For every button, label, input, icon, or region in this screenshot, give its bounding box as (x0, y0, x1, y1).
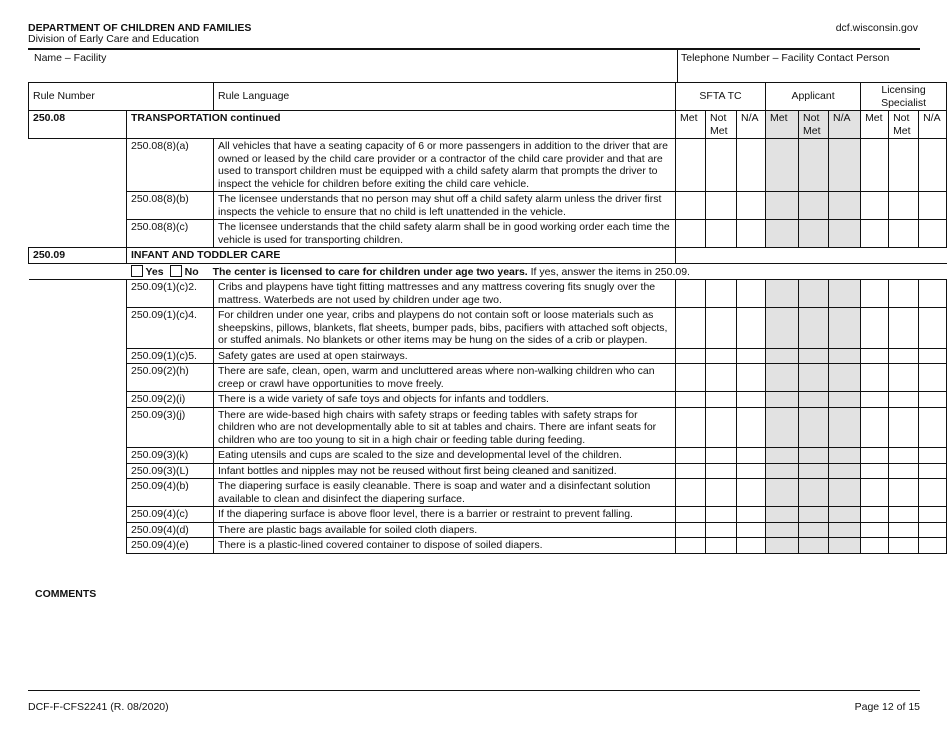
sfta-met-cell[interactable] (676, 280, 706, 308)
applicant-na-cell[interactable] (829, 308, 861, 349)
specialist-na-cell[interactable] (919, 220, 947, 248)
specialist-na-cell[interactable] (919, 308, 947, 349)
rule-row (29, 407, 947, 448)
sfta-na-cell[interactable] (737, 192, 766, 220)
sfta-met-cell[interactable] (676, 507, 706, 523)
specialist-met-cell[interactable] (861, 280, 889, 308)
specialist-not-met-cell[interactable] (889, 308, 919, 349)
specialist-na-cell[interactable] (919, 280, 947, 308)
applicant-not-met-cell[interactable] (799, 538, 829, 554)
sfta-na-cell[interactable] (737, 220, 766, 248)
rule-text: Cribs and playpens have tight fitting mattresses and any mattress covering fits snugly over the mattress. Waterbeds are not used by children under age two. (214, 280, 676, 308)
applicant-na-cell[interactable] (829, 463, 861, 479)
applicant-na-cell[interactable] (829, 348, 861, 364)
sfta-na-cell[interactable] (737, 348, 766, 364)
rule-row (29, 280, 947, 308)
applicant-not-met-cell[interactable] (799, 348, 829, 364)
rule-code: 250.09(1)(c)5. (127, 348, 214, 364)
not-met-header: Not Met (706, 111, 737, 139)
checklist-table (28, 82, 947, 554)
sfta-met-cell[interactable] (676, 392, 706, 408)
specialist-not-met-cell[interactable] (889, 407, 919, 448)
applicant-na-cell[interactable] (829, 364, 861, 392)
no-checkbox[interactable] (170, 265, 182, 277)
rule-code: 250.09(4)(b) (127, 479, 214, 507)
specialist-not-met-cell[interactable] (889, 220, 919, 248)
specialist-met-cell[interactable] (861, 139, 889, 192)
rule-row (29, 392, 947, 408)
rule-language-header: Rule Language (214, 83, 676, 111)
applicant-met-cell[interactable] (766, 522, 799, 538)
specialist-met-cell[interactable] (861, 220, 889, 248)
applicant-na-cell[interactable] (829, 522, 861, 538)
telephone-contact-field[interactable] (677, 50, 920, 82)
specialist-met-cell[interactable] (861, 463, 889, 479)
sfta-na-cell[interactable] (737, 479, 766, 507)
sfta-not-met-cell[interactable] (706, 220, 737, 248)
specialist-met-cell[interactable] (861, 392, 889, 408)
telephone-contact-label: Telephone Number – Facility Contact Person (681, 52, 890, 64)
applicant-not-met-cell[interactable] (799, 280, 829, 308)
applicant-met-cell[interactable] (766, 139, 799, 192)
rule-text: The licensee understands that the child safety alarm shall be in good working order each time the vehicle is used for transporting children. (214, 220, 676, 248)
sfta-met-cell[interactable] (676, 348, 706, 364)
rule-number-blank (29, 348, 127, 364)
sfta-not-met-cell[interactable] (706, 139, 737, 192)
applicant-met-cell[interactable] (766, 463, 799, 479)
rule-number-blank (29, 522, 127, 538)
applicant-met-cell[interactable] (766, 280, 799, 308)
sfta-na-cell[interactable] (737, 448, 766, 464)
sfta-na-cell[interactable] (737, 308, 766, 349)
applicant-na-cell[interactable] (829, 220, 861, 248)
rule-row (29, 538, 947, 554)
applicant-met-cell[interactable] (766, 220, 799, 248)
specialist-na-cell[interactable] (919, 407, 947, 448)
rule-row (29, 220, 947, 248)
applicant-not-met-cell[interactable] (799, 192, 829, 220)
specialist-not-met-cell[interactable] (889, 280, 919, 308)
rule-number-blank (29, 192, 127, 220)
specialist-na-cell[interactable] (919, 538, 947, 554)
specialist-met-cell[interactable] (861, 364, 889, 392)
column-group-applicant: Applicant (766, 83, 861, 111)
rule-text: Infant bottles and nipples may not be reused without first being cleaned and sanitized. (214, 463, 676, 479)
specialist-not-met-cell[interactable] (889, 507, 919, 523)
rule-code: 250.09(4)(e) (127, 538, 214, 554)
question-spacer (29, 263, 127, 280)
sfta-not-met-cell[interactable] (706, 192, 737, 220)
na-header: N/A (829, 111, 861, 139)
comments-label: COMMENTS (35, 588, 97, 600)
specialist-not-met-cell[interactable] (889, 538, 919, 554)
applicant-na-cell[interactable] (829, 507, 861, 523)
applicant-not-met-cell[interactable] (799, 507, 829, 523)
applicant-na-cell[interactable] (829, 192, 861, 220)
applicant-not-met-cell[interactable] (799, 392, 829, 408)
rule-text: There are wide-based high chairs with safety straps or feeding tables with safety straps for children who are not developmentally able to sit at tables and chairs. There are infant seats for children who are too young to sit in a high chair or feeding table during feeding. (214, 407, 676, 448)
section-title: INFANT AND TODDLER CARE (127, 248, 676, 264)
rule-code: 250.08(8)(c) (127, 220, 214, 248)
division-name: Division of Early Care and Education (28, 33, 200, 45)
sfta-met-cell[interactable] (676, 139, 706, 192)
rule-number-blank (29, 538, 127, 554)
applicant-met-cell[interactable] (766, 348, 799, 364)
applicant-not-met-cell[interactable] (799, 364, 829, 392)
department-name: DEPARTMENT OF CHILDREN AND FAMILIES (28, 22, 252, 34)
specialist-na-cell[interactable] (919, 348, 947, 364)
sfta-met-cell[interactable] (676, 308, 706, 349)
footer-divider (28, 690, 920, 691)
yes-label: Yes (145, 265, 164, 278)
no-label: No (184, 265, 199, 278)
applicant-not-met-cell[interactable] (799, 463, 829, 479)
sfta-not-met-cell[interactable] (706, 479, 737, 507)
applicant-met-cell[interactable] (766, 392, 799, 408)
rule-number-blank (29, 448, 127, 464)
sfta-na-cell[interactable] (737, 139, 766, 192)
sfta-na-cell[interactable] (737, 364, 766, 392)
sfta-not-met-cell[interactable] (706, 308, 737, 349)
specialist-na-cell[interactable] (919, 522, 947, 538)
applicant-met-cell[interactable] (766, 192, 799, 220)
rule-row (29, 448, 947, 464)
applicant-met-cell[interactable] (766, 507, 799, 523)
not-met-header: Not Met (889, 111, 919, 139)
rule-text: If the diapering surface is above floor level, there is a barrier or restraint to prevent falling. (214, 507, 676, 523)
sfta-na-cell[interactable] (737, 522, 766, 538)
rule-code: 250.09(2)(i) (127, 392, 214, 408)
sfta-not-met-cell[interactable] (706, 364, 737, 392)
specialist-not-met-cell[interactable] (889, 392, 919, 408)
rule-number-blank (29, 220, 127, 248)
specialist-not-met-cell[interactable] (889, 192, 919, 220)
sfta-not-met-cell[interactable] (706, 507, 737, 523)
page-number: Page 12 of 15 (854, 701, 920, 713)
sfta-met-cell[interactable] (676, 220, 706, 248)
sfta-met-cell[interactable] (676, 538, 706, 554)
sfta-not-met-cell[interactable] (706, 538, 737, 554)
applicant-met-cell[interactable] (766, 308, 799, 349)
specialist-met-cell[interactable] (861, 538, 889, 554)
form-id: DCF-F-CFS2241 (R. 08/2020) (28, 701, 169, 713)
sfta-met-cell[interactable] (676, 407, 706, 448)
not-met-header: Not Met (799, 111, 829, 139)
sfta-na-cell[interactable] (737, 463, 766, 479)
rule-text: There are safe, clean, open, warm and uncluttered areas where non-walking children who can creep or crawl have opportunities to move freely. (214, 364, 676, 392)
rule-code: 250.09(3)(L) (127, 463, 214, 479)
specialist-na-cell[interactable] (919, 463, 947, 479)
rule-text: Safety gates are used at open stairways. (214, 348, 676, 364)
website-link[interactable]: dcf.wisconsin.gov (835, 22, 918, 34)
sfta-na-cell[interactable] (737, 280, 766, 308)
applicant-met-cell[interactable] (766, 479, 799, 507)
column-group-sfta: SFTA TC (676, 83, 766, 111)
specialist-met-cell[interactable] (861, 192, 889, 220)
specialist-na-cell[interactable] (919, 192, 947, 220)
specialist-met-cell[interactable] (861, 448, 889, 464)
sfta-not-met-cell[interactable] (706, 280, 737, 308)
specialist-met-cell[interactable] (861, 308, 889, 349)
sfta-not-met-cell[interactable] (706, 522, 737, 538)
rule-row (29, 348, 947, 364)
rule-text: There is a wide variety of safe toys and objects for infants and toddlers. (214, 392, 676, 408)
rule-number-blank (29, 280, 127, 308)
rule-code: 250.09(4)(c) (127, 507, 214, 523)
applicant-not-met-cell[interactable] (799, 522, 829, 538)
sfta-met-cell[interactable] (676, 522, 706, 538)
met-header: Met (676, 111, 706, 139)
specialist-met-cell[interactable] (861, 522, 889, 538)
specialist-met-cell[interactable] (861, 507, 889, 523)
rule-row (29, 139, 947, 192)
specialist-not-met-cell[interactable] (889, 448, 919, 464)
rule-code: 250.09(1)(c)4. (127, 308, 214, 349)
specialist-na-cell[interactable] (919, 448, 947, 464)
applicant-na-cell[interactable] (829, 280, 861, 308)
rule-row (29, 522, 947, 538)
rule-code: 250.09(2)(h) (127, 364, 214, 392)
rule-number-blank (29, 139, 127, 192)
sfta-na-cell[interactable] (737, 538, 766, 554)
rule-code: 250.08(8)(a) (127, 139, 214, 192)
question-text: If yes, answer the items in 250.09. (527, 265, 690, 278)
rule-text: The diapering surface is easily cleanable. There is soap and water and a disinfectant solution available to clean and disinfect the diapering surface. (214, 479, 676, 507)
applicant-not-met-cell[interactable] (799, 220, 829, 248)
column-group-specialist: Licensing Specialist (861, 83, 947, 111)
rule-row (29, 308, 947, 349)
applicant-na-cell[interactable] (829, 139, 861, 192)
sfta-met-cell[interactable] (676, 448, 706, 464)
rule-number-blank (29, 479, 127, 507)
specialist-met-cell[interactable] (861, 348, 889, 364)
specialist-not-met-cell[interactable] (889, 348, 919, 364)
rule-code: 250.09(4)(d) (127, 522, 214, 538)
specialist-met-cell[interactable] (861, 479, 889, 507)
applicant-not-met-cell[interactable] (799, 308, 829, 349)
rule-code: 250.08(8)(b) (127, 192, 214, 220)
rule-text: There are plastic bags available for soiled cloth diapers. (214, 522, 676, 538)
applicant-met-cell[interactable] (766, 364, 799, 392)
rule-number-blank (29, 308, 127, 349)
rule-number-blank (29, 507, 127, 523)
na-header: N/A (737, 111, 766, 139)
specialist-not-met-cell[interactable] (889, 139, 919, 192)
applicant-not-met-cell[interactable] (799, 407, 829, 448)
sfta-not-met-cell[interactable] (706, 448, 737, 464)
specialist-na-cell[interactable] (919, 139, 947, 192)
rule-code: 250.09(3)(j) (127, 407, 214, 448)
applicant-na-cell[interactable] (829, 448, 861, 464)
facility-name-field[interactable] (28, 50, 678, 82)
sfta-not-met-cell[interactable] (706, 407, 737, 448)
applicant-not-met-cell[interactable] (799, 448, 829, 464)
rule-row (29, 479, 947, 507)
applicant-met-cell[interactable] (766, 538, 799, 554)
applicant-na-cell[interactable] (829, 479, 861, 507)
applicant-na-cell[interactable] (829, 392, 861, 408)
sfta-na-cell[interactable] (737, 507, 766, 523)
sfta-not-met-cell[interactable] (706, 348, 737, 364)
sfta-met-cell[interactable] (676, 364, 706, 392)
specialist-met-cell[interactable] (861, 407, 889, 448)
section-header-spacer (676, 248, 947, 264)
applicant-met-cell[interactable] (766, 448, 799, 464)
sfta-na-cell[interactable] (737, 392, 766, 408)
met-header: Met (766, 111, 799, 139)
sfta-met-cell[interactable] (676, 192, 706, 220)
section-number: 250.09 (29, 248, 127, 264)
specialist-not-met-cell[interactable] (889, 463, 919, 479)
rule-text: For children under one year, cribs and playpens do not contain soft or loose materials such as sheepskins, pillows, blankets, flat sheets, bumper pads, bibs, pacifiers with attached soft objects, or stuffed animals. No blankets or other items may be hung on the sides of a crib or playpen. (214, 308, 676, 349)
sfta-met-cell[interactable] (676, 479, 706, 507)
rule-number-blank (29, 364, 127, 392)
sfta-not-met-cell[interactable] (706, 463, 737, 479)
specialist-not-met-cell[interactable] (889, 479, 919, 507)
specialist-na-cell[interactable] (919, 364, 947, 392)
specialist-na-cell[interactable] (919, 392, 947, 408)
rule-text: All vehicles that have a seating capacity of 6 or more passengers in addition to the driver that are owned or leased by the child care provider or a contractor of the child care provider and that are used to transport children must be equipped with a child safety alarm that prompts the driver to inspect the vehicle for children before exiting the child care vehicle. (214, 139, 676, 192)
specialist-na-cell[interactable] (919, 479, 947, 507)
applicant-not-met-cell[interactable] (799, 479, 829, 507)
applicant-not-met-cell[interactable] (799, 139, 829, 192)
met-header: Met (861, 111, 889, 139)
rule-code: 250.09(3)(k) (127, 448, 214, 464)
specialist-na-cell[interactable] (919, 507, 947, 523)
sfta-met-cell[interactable] (676, 463, 706, 479)
rule-number-header: Rule Number (29, 83, 214, 111)
rule-text: There is a plastic-lined covered container to dispose of soiled diapers. (214, 538, 676, 554)
section-title: TRANSPORTATION continued (127, 111, 676, 139)
applicant-met-cell[interactable] (766, 407, 799, 448)
sfta-not-met-cell[interactable] (706, 392, 737, 408)
rule-row (29, 192, 947, 220)
applicant-na-cell[interactable] (829, 407, 861, 448)
facility-name-label: Name – Facility (34, 52, 107, 64)
under-two-question (127, 263, 947, 280)
specialist-not-met-cell[interactable] (889, 522, 919, 538)
specialist-not-met-cell[interactable] (889, 364, 919, 392)
applicant-na-cell[interactable] (829, 538, 861, 554)
yes-checkbox[interactable] (131, 265, 143, 277)
question-text-bold: The center is licensed to care for children under age two years. (212, 265, 528, 278)
rule-row (29, 463, 947, 479)
sfta-na-cell[interactable] (737, 407, 766, 448)
rule-number-blank (29, 407, 127, 448)
rule-number-blank (29, 392, 127, 408)
rule-code: 250.09(1)(c)2. (127, 280, 214, 308)
rule-number-blank (29, 463, 127, 479)
na-header: N/A (919, 111, 947, 139)
rule-text: Eating utensils and cups are scaled to the size and developmental level of the children. (214, 448, 676, 464)
section-number: 250.08 (29, 111, 127, 139)
rule-text: The licensee understands that no person may shut off a child safety alarm unless the driver first inspects the vehicle to ensure that no child is left unattended in the vehicle. (214, 192, 676, 220)
rule-row (29, 364, 947, 392)
rule-row (29, 507, 947, 523)
